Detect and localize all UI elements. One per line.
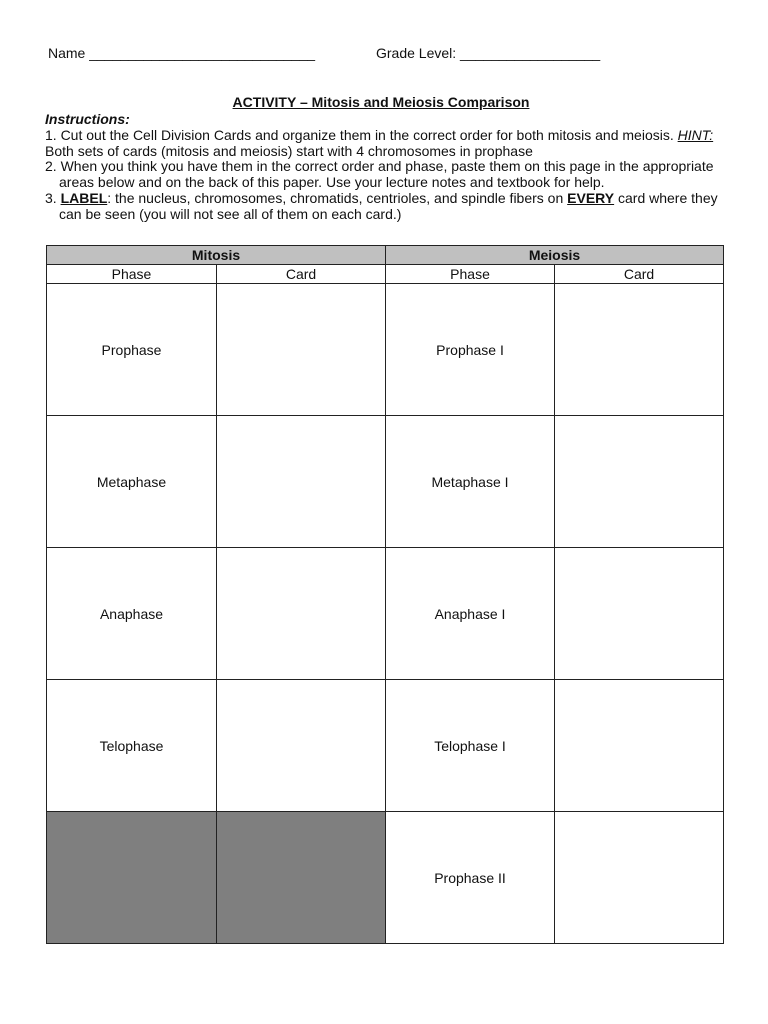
meiosis-phase-cell: Prophase II: [386, 812, 555, 944]
meiosis-card-slot: [555, 680, 724, 812]
page-title: ACTIVITY – Mitosis and Meiosis Comparison: [232, 94, 530, 110]
meiosis-card-slot: [555, 548, 724, 680]
instruction-3-end: card where they: [614, 189, 718, 206]
table-row: [47, 812, 724, 944]
grade-level-field-line: Grade Level: __________________: [376, 45, 601, 61]
instruction-3-text: : the nucleus, chromosomes, chromatids, centrioles, and spindle fibers on: [107, 189, 568, 206]
meiosis-phase-cell: Anaphase I: [386, 548, 555, 680]
shaded-empty-cell: [47, 812, 217, 944]
mitosis-card-slot: [217, 416, 386, 548]
instruction-1-text: 1. Cut out the Cell Division Cards and organize them in the correct order for both mitosis and meiosis.: [45, 126, 678, 143]
mitosis-phase-cell: Metaphase: [47, 416, 217, 548]
meiosis-card-slot: [555, 416, 724, 548]
instruction-item-1: [45, 128, 745, 144]
table-row: [47, 548, 724, 680]
shaded-empty-cell: [217, 812, 386, 944]
name-field-line: Name _____________________________: [48, 45, 316, 61]
hint-label: HINT:: [677, 126, 714, 143]
meiosis-phase-cell: Prophase I: [386, 284, 555, 416]
table-column-header-row: [47, 265, 724, 284]
mitosis-phase-cell: Prophase: [47, 284, 217, 416]
instruction-item-2-continued: areas below and on the back of this paper. Use your lecture notes and textbook for help.: [59, 174, 605, 191]
meiosis-phase-cell: Telophase I: [386, 680, 555, 812]
every-keyword: EVERY: [567, 189, 615, 206]
mitosis-card-slot: [217, 284, 386, 416]
mitosis-header: Mitosis: [47, 246, 386, 265]
meiosis-card-column-header: Card: [555, 265, 724, 284]
mitosis-card-column-header: Card: [217, 265, 386, 284]
mitosis-phase-column-header: Phase: [47, 265, 217, 284]
table-row: [47, 284, 724, 416]
instruction-item-2: 2. When you think you have them in the correct order and phase, paste them on this page in the appropriate: [45, 158, 714, 175]
label-keyword: LABEL: [60, 189, 108, 206]
meiosis-phase-column-header: Phase: [386, 265, 555, 284]
table-row: [47, 416, 724, 548]
instruction-3-number: 3.: [45, 189, 61, 206]
meiosis-card-slot: [555, 812, 724, 944]
instruction-item-3-continued: can be seen (you will not see all of them on each card.): [59, 205, 402, 222]
instructions-block: [45, 112, 745, 223]
instruction-item-3: [45, 191, 745, 207]
instruction-item-1-continued: Both sets of cards (mitosis and meiosis) start with 4 chromosomes in prophase: [45, 142, 533, 159]
meiosis-header: Meiosis: [386, 246, 724, 265]
mitosis-card-slot: [217, 680, 386, 812]
mitosis-phase-cell: Anaphase: [47, 548, 217, 680]
table-group-header-row: [47, 246, 724, 265]
table-row: [47, 680, 724, 812]
meiosis-card-slot: [555, 284, 724, 416]
instructions-heading: Instructions:: [45, 111, 130, 127]
meiosis-phase-cell: Metaphase I: [386, 416, 555, 548]
comparison-table: [46, 245, 724, 944]
mitosis-phase-cell: Telophase: [47, 680, 217, 812]
mitosis-card-slot: [217, 548, 386, 680]
